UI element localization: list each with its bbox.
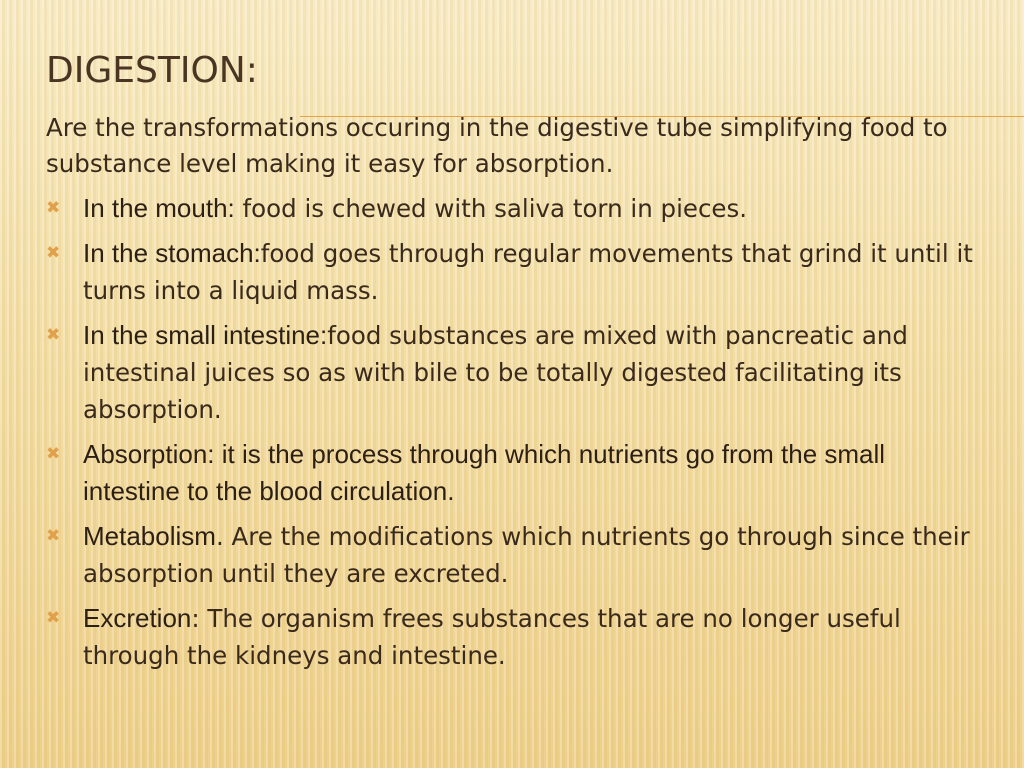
bullet-list bbox=[46, 190, 986, 682]
item-heading: In the mouth: bbox=[83, 193, 235, 223]
x-mark-icon: ✖ bbox=[46, 608, 61, 628]
item-text: : The organism frees substances that are no longer useful through the kidneys and intestine. bbox=[83, 604, 901, 670]
item-text: . Are the modifications which nutrients go through since their absorption until they are excreted. bbox=[83, 522, 970, 588]
list-item-excretion bbox=[46, 600, 986, 674]
x-mark-icon: ✖ bbox=[46, 198, 61, 218]
slide-title: DIGESTION: bbox=[46, 50, 258, 91]
list-item-absorption bbox=[46, 436, 986, 510]
x-mark-icon: ✖ bbox=[46, 325, 61, 345]
list-item-metabolism bbox=[46, 518, 986, 592]
x-mark-icon: ✖ bbox=[46, 444, 61, 464]
item-heading: Absorption: it is the process through which nutrients go from the small intestine to the blood circulation. bbox=[83, 439, 886, 506]
item-text: food goes through regular movements that grind it until it turns into a liquid mass. bbox=[83, 239, 973, 305]
list-item-stomach bbox=[46, 235, 986, 309]
x-mark-icon: ✖ bbox=[46, 243, 61, 263]
item-heading: Excretion bbox=[83, 603, 192, 633]
x-mark-icon: ✖ bbox=[46, 526, 61, 546]
item-text: food is chewed with saliva torn in pieces. bbox=[234, 194, 748, 223]
item-text: food substances are mixed with pancreatic and intestinal juices so as with bile to be totally digested facilitating its absorption. bbox=[83, 321, 908, 424]
list-item-small-intestine bbox=[46, 317, 986, 428]
intro-paragraph: Are the transformations occuring in the digestive tube simplifying food to substance level making it easy for absorption. bbox=[46, 113, 948, 178]
item-heading: In the small intestine: bbox=[83, 320, 328, 350]
list-item-mouth bbox=[46, 190, 986, 227]
item-heading: Metabolism bbox=[83, 521, 216, 551]
item-heading: In the stomach: bbox=[83, 238, 261, 268]
